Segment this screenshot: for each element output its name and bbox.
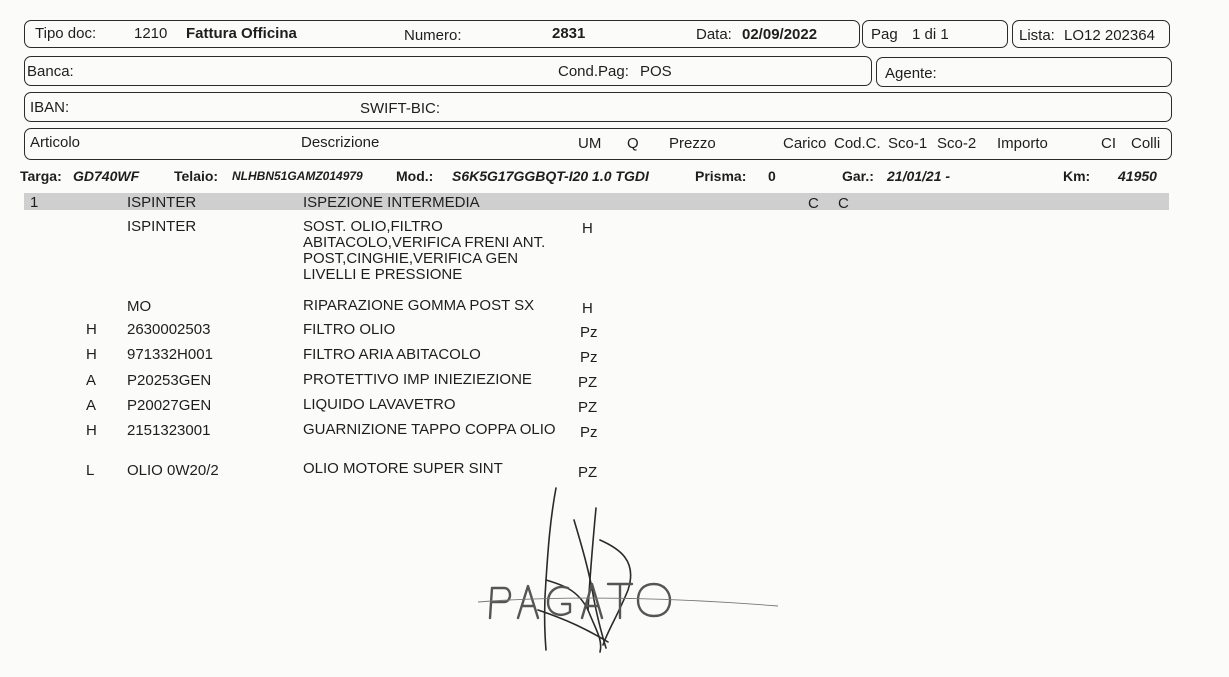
pag-label: Pag [871, 26, 898, 43]
row-articolo: OLIO 0W20/2 [127, 462, 219, 479]
row-descrizione: GUARNIZIONE TAPPO COPPA OLIO [303, 421, 556, 438]
row-um: Pz [580, 349, 598, 366]
row-prefix: H [86, 346, 97, 363]
col-cod-c: Cod.C. [834, 135, 881, 152]
telaio-label: Telaio: [174, 168, 219, 184]
row-articolo: MO [127, 298, 152, 315]
col-importo: Importo [997, 135, 1048, 152]
row-descrizione: RIPARAZIONE GOMMA POST SX [303, 297, 535, 314]
row-articolo: 2151323001 [127, 422, 211, 439]
cond-pag-value: POS [640, 63, 672, 80]
col-carico: Carico [783, 135, 827, 152]
signature-stamp [478, 480, 798, 655]
row-articolo: ISPINTER [127, 194, 197, 211]
col-um: UM [578, 135, 602, 152]
row-um: H [582, 220, 593, 237]
mod-value: S6K5G17GGBQT-I20 1.0 TGDI [452, 168, 649, 184]
row-articolo: 2630002503 [127, 321, 211, 338]
tipo-doc-name: Fattura Officina [186, 25, 297, 42]
row-prefix: 1 [30, 194, 39, 211]
targa-value: GD740WF [73, 168, 140, 184]
gar-value: 21/01/21 - [887, 168, 951, 184]
numero-value: 2831 [552, 25, 586, 42]
km-label: Km: [1063, 168, 1091, 184]
row-articolo: 971332H001 [127, 346, 213, 363]
telaio-value: NLHBN51GAMZ014979 [232, 169, 363, 183]
row-um: H [582, 300, 593, 317]
row-descrizione: FILTRO ARIA ABITACOLO [303, 346, 481, 363]
row-prefix: L [86, 462, 95, 479]
data-label: Data: [696, 26, 732, 43]
bank-box [24, 56, 872, 86]
vehicle-line [20, 168, 1170, 188]
col-sco1: Sco-1 [888, 135, 928, 152]
row-um: PZ [578, 464, 598, 481]
row-descrizione: LIQUIDO LAVAVETRO [303, 396, 456, 413]
row-descrizione: PROTETTIVO IMP INIEZIEZIONE [303, 371, 532, 388]
lista-label: Lista: [1019, 27, 1055, 44]
lista-value: LO12 202364 [1064, 27, 1155, 44]
row-articolo: ISPINTER [127, 218, 197, 235]
col-sco2: Sco-2 [937, 135, 977, 152]
row-um: PZ [578, 374, 598, 391]
row-um: Pz [580, 324, 598, 341]
row-prefix: H [86, 422, 97, 439]
row-descrizione: OLIO MOTORE SUPER SINT [303, 460, 503, 477]
tipo-doc-code: 1210 [134, 25, 168, 42]
row-prefix: A [86, 372, 97, 389]
row-descrizione: FILTRO OLIO [303, 321, 396, 338]
banca-label: Banca: [27, 63, 74, 80]
col-articolo: Articolo [30, 134, 81, 151]
cond-pag-label: Cond.Pag: [558, 63, 629, 80]
iban-label: IBAN: [30, 99, 70, 116]
agente-label: Agente: [885, 65, 937, 82]
col-q: Q [627, 135, 639, 152]
row-articolo: P20027GEN [127, 397, 212, 414]
col-descrizione: Descrizione [301, 134, 380, 151]
prisma-label: Prisma: [695, 168, 747, 184]
row-um: Pz [580, 424, 598, 441]
row-flag-c1: C [808, 195, 819, 212]
col-prezzo: Prezzo [669, 135, 716, 152]
swift-label: SWIFT-BIC: [360, 100, 440, 117]
col-colli: Colli [1131, 135, 1161, 152]
pag-value: 1 di 1 [912, 26, 949, 43]
tipo-doc-label: Tipo doc: [35, 25, 97, 42]
iban-box [24, 92, 1172, 122]
row-flag-c2: C [838, 195, 849, 212]
row-articolo: P20253GEN [127, 372, 212, 389]
gar-label: Gar.: [842, 168, 874, 184]
mod-label: Mod.: [396, 168, 434, 184]
row-descrizione: ISPEZIONE INTERMEDIA [303, 194, 480, 211]
col-ci: CI [1101, 135, 1116, 152]
row-descrizione: SOST. OLIO,FILTRO ABITACOLO,VERIFICA FRENI ANT. POST,CINGHIE,VERIFICA GEN LIVELLI E PRESSIONE [303, 218, 546, 283]
prisma-value: 0 [768, 168, 776, 184]
row-prefix: H [86, 321, 97, 338]
data-value: 02/09/2022 [742, 26, 818, 43]
km-value: 41950 [1118, 168, 1157, 184]
numero-label: Numero: [404, 27, 462, 44]
row-um: PZ [578, 399, 598, 416]
targa-label: Targa: [20, 168, 62, 184]
row-prefix: A [86, 397, 97, 414]
